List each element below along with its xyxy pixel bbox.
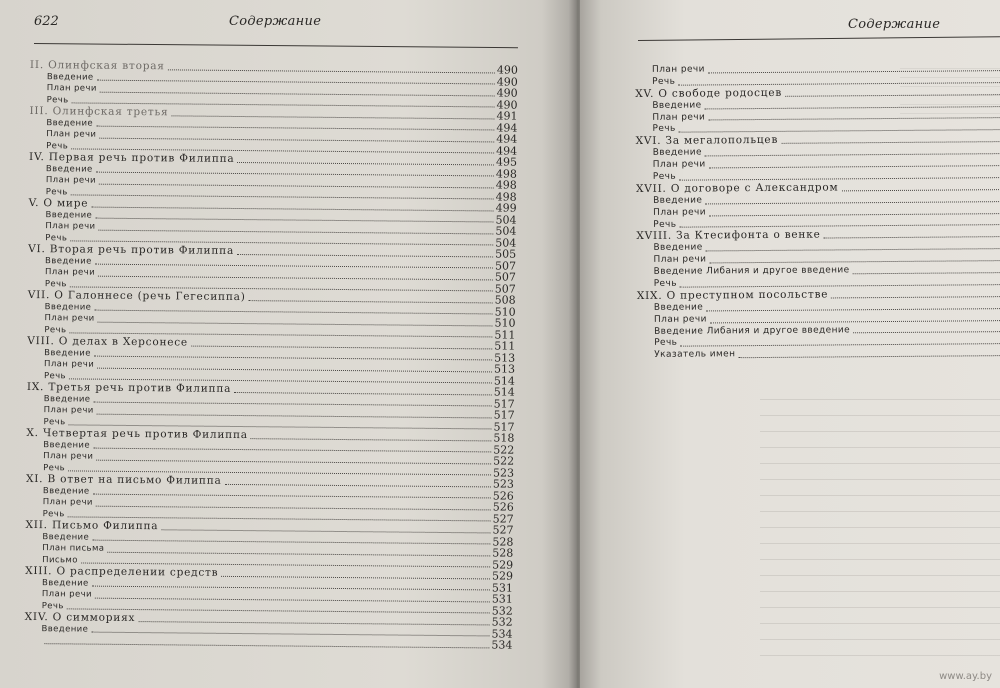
toc-page-number: 531 [491,592,513,606]
toc-page-number: 531 [491,580,514,595]
toc-entry-title: План речи [42,497,93,508]
toc-page-number: 511 [494,339,516,353]
dot-leader [705,153,1000,156]
toc-page-number: 534 [491,626,513,641]
toc-entry-title: XI. В ответ на письмо Филиппа [25,472,222,487]
toc-page-number: 526 [492,500,514,514]
dot-leader [831,296,1000,298]
dot-leader [709,213,1000,216]
toc-entry-title: XIV. О симмориях [24,610,136,625]
dot-leader [44,643,489,648]
toc-entry-title: План речи [45,175,96,186]
dot-leader [679,225,1000,229]
toc-page-number: 491 [496,109,518,123]
toc-entry-title: План речи [653,254,707,266]
dot-leader [709,260,1000,263]
dot-leader [225,483,491,487]
toc-entry-title: Введение [652,147,702,159]
header-rule-left [34,43,518,48]
toc-page-number: 517 [493,419,515,434]
toc-entry-title: План речи [652,159,706,170]
toc-entry-title: X. Четвертая речь против Филиппа [26,426,248,442]
toc-page-number: 507 [494,258,517,273]
dot-leader [234,391,492,394]
dot-leader [679,177,1000,181]
toc-entry-title: План речи [44,267,96,278]
toc-entry-title: XV. О свободе родосцев [635,86,783,100]
toc-page-number: 508 [494,293,516,307]
toc-page-number: 529 [492,557,514,572]
toc-entry-title: План речи [651,64,705,75]
toc-entry-title: Введение [41,623,89,635]
toc-entry-title: Речь [654,338,678,349]
toc-entry-title: План письма [42,543,105,554]
toc-page-number: 504 [495,224,517,238]
dot-leader [710,320,1000,323]
dot-leader [237,161,494,164]
toc-page-number: 490 [496,86,518,100]
dot-leader [221,575,490,579]
toc-page-number: 494 [496,143,518,158]
toc-entry-title: VIII. О делах в Херсонесе [27,334,189,349]
dot-leader [853,272,1000,274]
dot-leader [842,189,1000,191]
toc-entry-title: Введение [652,100,702,111]
toc-page-number: 523 [492,477,515,491]
header-rule-right [638,36,1000,41]
toc-entry-title: XVIII. За Ктесифонта о венке [636,229,821,243]
toc-page-number: 534 [491,638,513,652]
toc-subentry [637,347,1000,362]
toc-entry-title: XIII. О распределении средств [25,564,219,579]
left-page-header [34,14,516,36]
toc-entry-title: Речь [653,278,677,289]
toc-entry-title: IX. Третья речь против Филиппа [26,380,232,395]
page-number: 622 [34,14,59,29]
toc-entry-title: Введение [45,163,93,175]
toc-entry-title: Речь [41,600,64,611]
toc-entry-title: Введение [42,485,90,497]
toc-entry-title: XVI. За мегалопольцев [635,134,779,148]
dot-leader [680,284,1000,288]
dot-leader [706,248,1000,251]
toc-page-number: 498 [495,178,517,192]
left-toc-list [24,60,518,651]
toc-page-number: 513 [493,362,516,376]
toc-entry-title: План речи [653,314,707,325]
toc-page-number: 513 [494,350,516,365]
toc-entry-title: Речь [46,94,69,105]
toc-entry-title: VI. Вторая речь против Филиппа [28,242,235,257]
toc-entry-title: План речи [653,207,706,218]
toc-entry-title: Речь [43,416,66,427]
bleed-through-text-top [900,60,1000,120]
dot-leader [705,201,1000,204]
toc-page-number: 511 [494,327,516,342]
toc-entry-title: XIX. О преступном посольстве [636,288,829,302]
toc-page-number: 527 [492,511,514,526]
toc-page-number: 510 [494,316,516,330]
toc-entry-title: Речь [44,278,67,289]
dot-leader [249,300,493,303]
toc-entry-title: Речь [45,232,68,243]
toc-entry-title: V. О мире [28,196,89,210]
toc-page-number: 507 [494,281,516,296]
toc-entry-title: XII. Письмо Филиппа [25,518,159,533]
bleed-through-text [760,390,1000,660]
toc-page-number: 528 [492,546,514,560]
toc-entry-title: План речи [44,359,95,370]
running-title-left: Содержание [229,14,322,29]
toc-page-number: 498 [495,166,517,181]
toc-entry-title: Введение [44,347,91,359]
toc-entry-title: Речь [652,124,676,135]
toc-page-number: 495 [495,155,518,169]
toc-page-number: 523 [492,465,515,480]
toc-page-number: 510 [494,304,516,319]
right-page-header [638,14,1000,36]
toc-page-number: 514 [493,373,516,388]
running-title-right: Содержание [848,17,941,32]
toc-page-number: 490 [496,63,518,77]
toc-entry-title: Речь [46,140,69,151]
toc-page-number: 517 [493,396,515,411]
toc-entry-title: Введение Либания и другое введение [653,265,850,277]
toc-page-number: 522 [493,454,515,468]
toc-page-number: 529 [492,569,514,583]
toc-entry-title: II. Олинфская вторая [29,59,165,73]
toc-entry-title: План речи [44,313,95,324]
toc-entry-title: Введение [46,71,94,83]
dot-leader [237,253,493,256]
toc-page-number: 532 [491,603,513,618]
dot-leader [706,308,1000,311]
toc-entry-title: Речь [652,171,677,182]
toc-entry-title: Введение [653,302,704,313]
dot-leader [738,355,1000,358]
toc-entry-title: План речи [652,111,706,123]
toc-page-number: 504 [495,235,517,250]
dot-leader [709,165,1000,168]
dot-leader [191,345,492,349]
toc-entry-title: VII. О Галоннесе (речь Гегесиппа) [27,288,246,304]
dot-leader [680,343,1000,347]
toc-entry-title: Введение [41,577,89,589]
toc-entry-title: Введение [44,301,92,313]
toc-entry-title: Введение [45,209,93,221]
toc-page-number: 504 [495,212,517,227]
watermark: www.ay.by [939,671,992,682]
toc-page-number: 499 [495,201,517,215]
toc-entry-title: IV. Первая речь против Филиппа [29,150,235,165]
toc-entry-title: Речь [42,508,65,519]
dot-leader [853,332,1000,334]
toc-entry-title: Речь [652,76,676,87]
toc-page-number: 498 [495,189,517,204]
toc-page-number: 490 [496,74,518,89]
toc-entry-title: Введение [653,195,703,206]
toc-page-number: 494 [496,120,518,135]
dot-leader [679,129,1000,133]
toc-entry-title: Введение Либания и другое введение [654,324,851,337]
toc-page-number: 518 [493,431,515,445]
toc-entry-title: Речь [653,219,677,230]
toc-page-number: 514 [493,385,515,399]
toc-entry-title: Письмо [42,554,78,565]
toc-entry-title: План речи [46,83,97,94]
dot-leader [824,236,1000,238]
toc-page-number: 532 [491,615,513,629]
toc-entry-title: Речь [45,186,68,197]
toc-entry-title: III. Олинфская третья [29,104,169,119]
dot-leader [781,141,1000,144]
toc-entry-title: Введение [43,439,91,451]
toc-page-number: 517 [493,408,515,422]
toc-page-number: 526 [492,488,514,503]
toc-entry-title: Введение [42,531,90,543]
toc-entry-title: Указатель имен [654,349,736,361]
toc-entry-title: План речи [45,221,96,232]
toc-page-number: 527 [492,523,514,537]
toc-entry-title: План речи [43,405,94,416]
toc-page-number: 528 [492,534,514,549]
toc-page-number: 505 [495,247,517,261]
toc-entry-title: Введение [46,117,94,129]
toc-entry-title: XVII. О договоре с Александром [635,181,839,195]
toc-page-number: 507 [494,270,517,284]
toc-entry-title: Введение [43,393,91,405]
toc-page-number: 522 [493,442,515,457]
toc-entry-title: План речи [41,589,92,600]
toc-entry-title: Речь [43,370,67,381]
toc-entry-title: Речь [44,324,67,335]
toc-page-number: 490 [496,97,518,112]
toc-entry-title: Введение [45,255,92,267]
toc-entry-title: План речи [46,129,97,140]
toc-page-number: 494 [496,132,518,146]
toc-entry-title: Введение [653,242,703,254]
toc-entry-title: План речи [43,451,94,462]
toc-entry-title: Речь [43,462,66,473]
dot-leader [251,438,492,441]
